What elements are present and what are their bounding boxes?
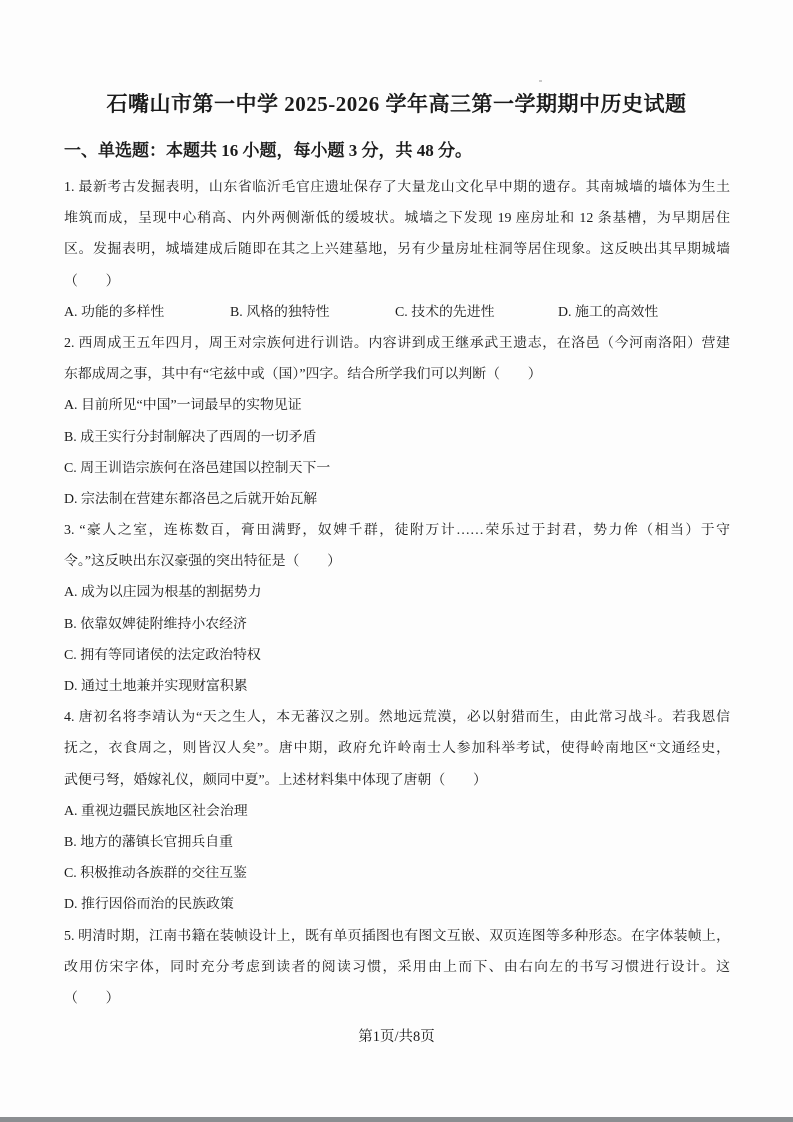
question-1-option-d: D. 施工的高效性 bbox=[558, 304, 659, 320]
question-2-option-d: D. 宗法制在营建东都洛邑之后就开始瓦解 bbox=[64, 491, 318, 507]
question-1-option-b: B. 风格的独特性 bbox=[230, 304, 330, 320]
question-4-stem-line: 4. 唐初名将李靖认为“天之生人，本无蕃汉之别。然地远荒漠，必以射猎而生，由此常习战斗。若我恩信 bbox=[64, 710, 730, 726]
question-3-stem-line: 令。”这反映出东汉豪强的突出特征是（ ） bbox=[64, 554, 342, 570]
question-2-stem-line: 东都成周之事，其中有“宅兹中或（国）”四字。结合所学我们可以判断（ ） bbox=[64, 367, 542, 383]
question-4-stem-line: 抚之，衣食周之，则皆汉人矣”。唐中期，政府允许岭南士人参加科举考试，使得岭南地区“文通经史， bbox=[64, 741, 730, 757]
question-5-stem-line: 改用仿宋字体，同时充分考虑到读者的阅读习惯，采用由上而下、由右向左的书写习惯进行设计。这 bbox=[64, 959, 730, 975]
question-4-option-d: D. 推行因俗而治的民族政策 bbox=[64, 897, 234, 913]
question-3-option-b: B. 依靠奴婢徒附维持小农经济 bbox=[64, 616, 247, 632]
question-1-answer-blank: （ ） bbox=[64, 273, 120, 289]
question-4 bbox=[64, 702, 730, 920]
question-1-options-row bbox=[64, 297, 730, 328]
question-1-option-a: A. 功能的多样性 bbox=[64, 304, 165, 320]
question-3-stem-line: 3. “豪人之室，连栋数百，膏田满野，奴婢千群，徒附万计……荣乐过于封君，势力侔（相当）于守 bbox=[64, 523, 730, 539]
question-5 bbox=[64, 921, 730, 1015]
question-4-option-c: C. 积极推动各族群的交往互鉴 bbox=[64, 866, 247, 882]
question-3-option-d: D. 通过土地兼并实现财富积累 bbox=[64, 679, 248, 694]
question-1-stem-line: 区。发掘表明，城墙建成后随即在其之上兴建墓地，另有少量房址柱洞等居住现象。这反映出其早期城墙 bbox=[64, 242, 730, 258]
question-2-option-c: C. 周王训诰宗族何在洛邑建国以控制天下一 bbox=[64, 460, 331, 476]
question-1 bbox=[64, 172, 730, 328]
question-2 bbox=[64, 328, 730, 515]
question-3-option-c: C. 拥有等同诸侯的法定政治特权 bbox=[64, 647, 261, 663]
question-2-stem-line: 2. 西周成王五年四月，周王对宗族何进行训诰。内容讲到成王继承武王遗志，在洛邑（今河南洛阳）营建 bbox=[64, 335, 730, 351]
question-5-answer-blank: （ ） bbox=[64, 990, 120, 1006]
question-3 bbox=[64, 515, 730, 702]
question-5-stem-line: 5. 明清时期，江南书籍在装帧设计上，既有单页插图也有图文互嵌、双页连图等多种形态。在字体装帧上， bbox=[64, 928, 730, 944]
question-2-option-a: A. 目前所见“中国”一词最早的实物见证 bbox=[64, 398, 302, 414]
scan-edge-bar bbox=[0, 1117, 793, 1122]
question-1-stem-line: 1. 最新考古发掘表明，山东省临沂毛官庄遗址保存了大量龙山文化早中期的遗存。其南城墙的墙体为生土 bbox=[64, 180, 730, 195]
question-3-option-a: A. 成为以庄园为根基的割据势力 bbox=[64, 585, 262, 601]
question-1-stem-line: 堆筑而成，呈现中心稍高、内外两侧渐低的缓坡状。城墙之下发现 19 座房址和 12 条基槽，为早期居住 bbox=[64, 211, 730, 227]
question-4-option-a: A. 重视边疆民族地区社会治理 bbox=[64, 803, 248, 819]
section-heading: 一、单选题：本题共 16 小题，每小题 3 分，共 48 分。 bbox=[64, 141, 472, 160]
scan-artifact-dot bbox=[539, 80, 542, 82]
question-4-option-b: B. 地方的藩镇长官拥兵自重 bbox=[64, 834, 234, 850]
page-number: 第1页/共8页 bbox=[358, 1029, 435, 1045]
question-2-option-b: B. 成王实行分封制解决了西周的一切矛盾 bbox=[64, 429, 317, 445]
questions-area bbox=[64, 172, 730, 1014]
exam-title: 石嘴山市第一中学 2025-2026 学年高三第一学期期中历史试题 bbox=[106, 92, 687, 116]
question-4-stem-line: 武便弓弩，婚嫁礼仪，颇同中夏”。上述材料集中体现了唐朝（ ） bbox=[64, 772, 487, 788]
question-1-option-c: C. 技术的先进性 bbox=[395, 304, 495, 320]
